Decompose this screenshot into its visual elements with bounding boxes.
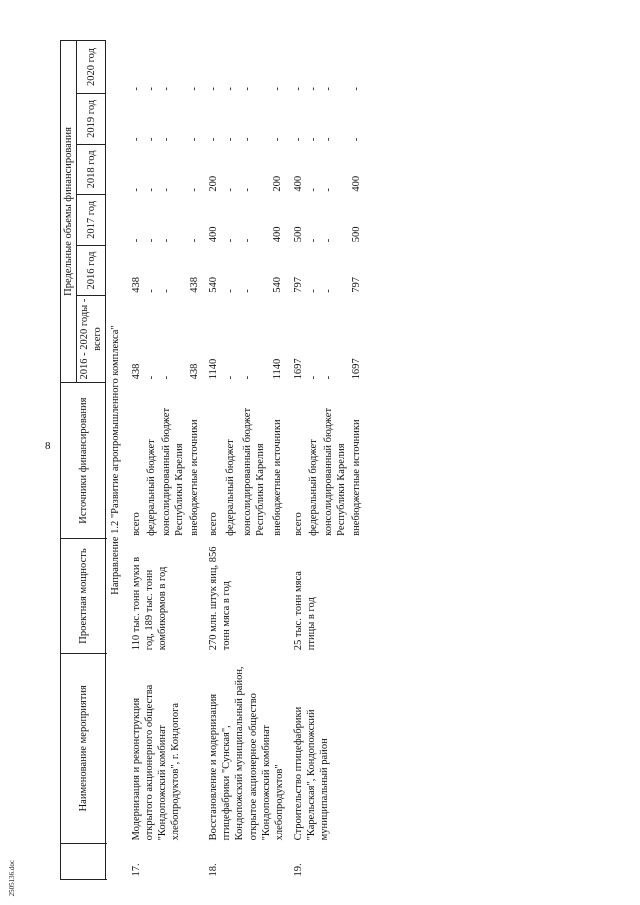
amount-y2016: 438	[189, 277, 200, 293]
header-total: 2016 - 2020 годы - всего	[77, 296, 106, 383]
amount-total: -	[308, 375, 319, 380]
amount-total: -	[225, 375, 236, 380]
table-header	[61, 41, 106, 880]
amount-y2020: -	[272, 87, 284, 91]
amount-y2018: -	[323, 188, 335, 192]
amount-total: 438	[130, 363, 142, 380]
amount-total: 1697	[292, 358, 304, 380]
amount-y2016: 797	[292, 277, 304, 293]
amount-y2018: 400	[351, 175, 363, 192]
amount-y2018: -	[308, 188, 319, 192]
amount-y2017: 500	[292, 226, 304, 243]
amount-y2020: -	[130, 87, 142, 91]
row-number: 18.	[208, 863, 220, 877]
amount-y2020: -	[189, 87, 200, 91]
funding-source: всего	[292, 512, 304, 536]
header-2020: 2020 год	[77, 41, 106, 94]
amount-y2019: -	[292, 137, 304, 142]
amount-y2020: -	[145, 87, 157, 91]
amount-y2016: -	[241, 289, 253, 293]
amount-y2020: -	[292, 87, 304, 91]
amount-y2019: -	[308, 137, 319, 142]
event-name: Восстановление и модернизация птицефабрики "Сунская", Кондопожский муниципальный район, открытое акционерное общество "Кондопожский комбинат хлебопродуктов"	[208, 666, 285, 841]
amount-y2020: -	[160, 87, 172, 91]
amount-y2018: -	[189, 188, 200, 192]
amount-y2019: -	[323, 137, 335, 142]
amount-y2020: -	[208, 87, 220, 91]
table-row	[125, 41, 144, 880]
amount-y2019: -	[351, 137, 363, 142]
page-number: 8	[45, 440, 51, 452]
amount-y2016: -	[225, 289, 236, 293]
header-limits: Предельные объемы финансирования	[61, 41, 77, 383]
header-no	[61, 843, 106, 879]
table-body	[106, 41, 365, 880]
amount-total: -	[145, 375, 157, 380]
amount-total: -	[323, 375, 335, 380]
funding-source: всего	[208, 512, 220, 536]
amount-y2016: 797	[351, 277, 363, 293]
header-sources: Источники финансирования	[61, 382, 106, 538]
amount-y2019: -	[241, 137, 253, 142]
amount-y2017: -	[323, 238, 335, 243]
header-2016: 2016 год	[77, 245, 106, 296]
header-2017: 2017 год	[77, 195, 106, 246]
amount-y2017: 500	[351, 226, 363, 243]
amount-total: -	[160, 375, 172, 380]
amount-y2018: 200	[208, 175, 220, 192]
table-row	[287, 41, 306, 880]
document-code: 2505136.doc	[8, 860, 16, 897]
header-name: Наименование мероприятия	[61, 653, 106, 843]
funding-source: федеральный бюджет	[308, 439, 319, 536]
amount-y2018: -	[160, 188, 172, 192]
funding-source: внебюджетные источники	[189, 419, 200, 536]
amount-y2016: 540	[272, 277, 284, 293]
funding-source: консолидированный бюджет Республики Карелия	[323, 407, 348, 536]
funding-source: консолидированный бюджет Республики Карелия	[160, 407, 185, 536]
amount-total: 1140	[208, 358, 220, 380]
amount-total: 1697	[351, 358, 363, 380]
amount-y2019: -	[130, 137, 142, 142]
funding-source: всего	[130, 512, 142, 536]
header-capacity: Проектная мощность	[61, 539, 106, 653]
funding-source: консолидированный бюджет Республики Карелия	[241, 407, 266, 536]
amount-y2019: -	[272, 137, 284, 142]
amount-y2019: -	[160, 137, 172, 142]
amount-y2017: -	[145, 238, 157, 243]
amount-y2019: -	[145, 137, 157, 142]
amount-y2018: -	[130, 188, 142, 192]
amount-total: 1140	[272, 358, 284, 380]
event-name: Модернизация и реконструкция открытого акционерного общества "Кондопожский комбинат хлебопродуктов", г. Кондопога	[130, 684, 181, 841]
header-2019: 2019 год	[77, 94, 106, 145]
amount-y2020: -	[308, 87, 319, 91]
amount-y2018: 400	[292, 175, 304, 192]
amount-y2019: -	[225, 137, 236, 142]
amount-y2016: -	[308, 289, 319, 293]
amount-y2017: -	[160, 238, 172, 243]
funding-source: федеральный бюджет	[225, 439, 236, 536]
amount-total: -	[241, 375, 253, 380]
amount-y2016: -	[323, 289, 335, 293]
project-capacity: 25 тыс. тонн мяса птицы в год	[292, 571, 317, 651]
amount-y2017: -	[189, 238, 200, 243]
amount-y2019: -	[189, 137, 200, 142]
amount-y2020: -	[323, 87, 335, 91]
project-capacity: 270 млн. штук яиц, 856 тонн мяса в год	[208, 546, 233, 651]
section-title: Направление 1.2 "Развитие агропромышленного комплекса"	[110, 325, 122, 595]
row-number: 19.	[292, 863, 304, 877]
amount-y2017: 400	[208, 226, 220, 243]
table-row	[202, 41, 223, 880]
amount-y2016: -	[145, 289, 157, 293]
amount-total: 438	[189, 363, 200, 380]
amount-y2016: 438	[130, 277, 142, 293]
row-number: 17.	[130, 863, 142, 877]
financing-table-rotated	[60, 40, 630, 880]
amount-y2018: -	[145, 188, 157, 192]
amount-y2018: -	[225, 188, 236, 192]
header-2018: 2018 год	[77, 144, 106, 195]
amount-y2016: 540	[208, 277, 220, 293]
amount-y2018: -	[241, 188, 253, 192]
financing-table	[60, 40, 365, 880]
funding-source: внебюджетные источники	[351, 419, 363, 536]
amount-y2019: -	[208, 137, 220, 142]
amount-y2020: -	[351, 87, 363, 91]
funding-source: внебюджетные источники	[272, 419, 284, 536]
amount-y2020: -	[225, 87, 236, 91]
funding-source: федеральный бюджет	[145, 439, 157, 536]
amount-y2020: -	[241, 87, 253, 91]
amount-y2017: -	[225, 238, 236, 243]
amount-y2017: -	[308, 238, 319, 243]
project-capacity: 110 тыс. тонн муки в год, 189 тыс. тонн комбикормов в год	[130, 556, 168, 651]
amount-y2018: 200	[272, 175, 284, 192]
event-name: Строительство птицефабрики "Карельская", Кондопожский муниципальный район	[292, 706, 331, 841]
amount-y2017: 400	[272, 226, 284, 243]
amount-y2017: -	[130, 238, 142, 243]
amount-y2016: -	[160, 289, 172, 293]
amount-y2017: -	[241, 238, 253, 243]
